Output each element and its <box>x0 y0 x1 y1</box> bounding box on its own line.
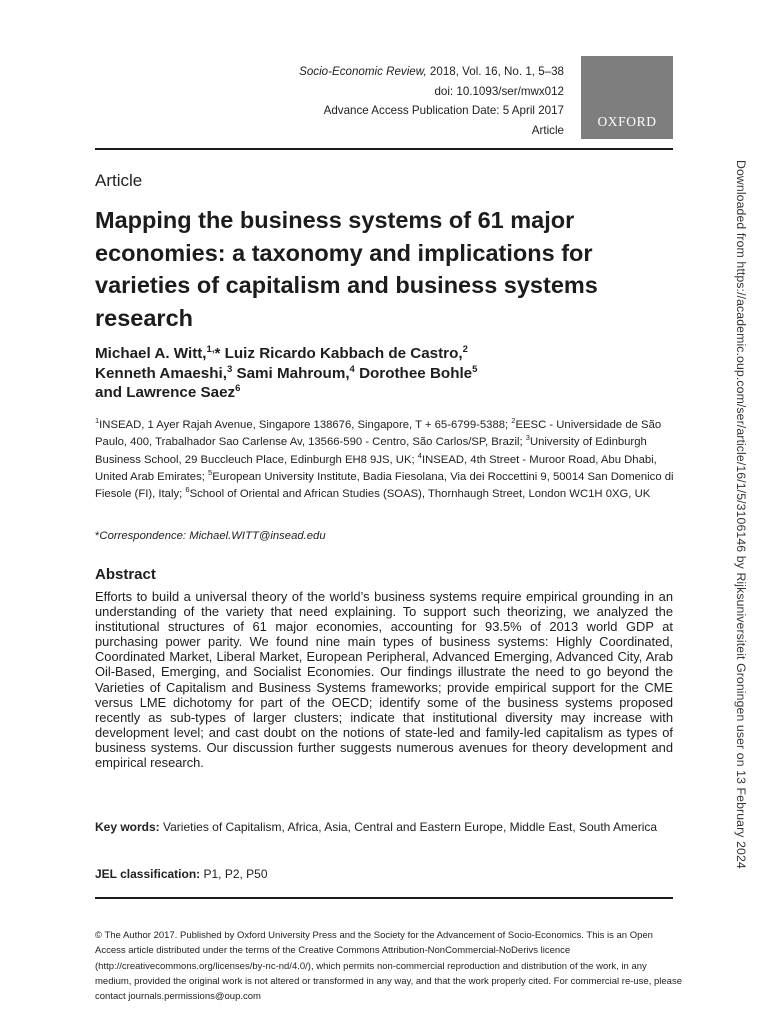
author-castro: Luiz Ricardo Kabbach de Castro, <box>224 345 463 362</box>
author-line-3 <box>95 383 675 403</box>
author-line-2 <box>95 364 675 384</box>
author-amaeshi: Kenneth Amaeshi, <box>95 364 227 382</box>
section-label: Article <box>95 171 143 190</box>
corresponding-mark: * <box>214 345 225 362</box>
affiliation-2: EESC - Universidade de São Paulo, 400, Trabalhador Sao Carlense Av, 13566-590 - Centro, São Carlos/SP, Brazil; <box>95 419 662 449</box>
affiliation-3: University of Edinburgh Business School, 29 Buccleuch Place, Edinburgh EH8 9JS, UK; <box>95 436 647 466</box>
journal-name: Socio-Economic Review, <box>299 65 427 78</box>
license-notice: © The Author 2017. Published by Oxford University Press and the Society for the Advancement of Socio-Economics. This is an Open Access article distributed under the terms of the Creative Commons Attribution-NonCommercial-NoDerivs licence (http://creativecommons.org/licenses/by-nc-nd/4.0/), which permits non-commercial reproduction and distribution of the work, in any medium, provided the original work is not altered or transformed in any way, and that the work properly cited. For commercial re-use, please contact journals.permissions@oup.com <box>95 930 682 1003</box>
author-list <box>95 344 675 403</box>
keywords-label: Key words: <box>95 820 160 834</box>
affiliation-number: 2 <box>511 416 516 426</box>
correspondence-email: Correspondence: Michael.WITT@insead.edu <box>99 530 326 542</box>
keywords-list: Varieties of Capitalism, Africa, Asia, Central and Eastern Europe, Middle East, South America <box>159 820 658 834</box>
download-watermark: Downloaded from https://academic.oup.com/ser/article/16/1/5/3106146 by Rijksuniversiteit Groningen user on 13 February 2024 <box>734 160 748 869</box>
doi-text: doi: 10.1093/ser/mwx012 <box>434 84 564 98</box>
abstract-body: Efforts to build a universal theory of the world’s business systems require empirical grounding in an understanding of the variety that need explaining. To support such theorizing, we analyzed the institutional structures of 61 major economies, accounting for 93.5% of 2013 world GDP at purchasing power parity. We found nine main types of business systems: Highly Coordinated, Coordinated Market, Liberal Market, European Peripheral, Advanced Emerging, Advanced City, Arab Oil-Based, Emerging, and Socialist Economies. Our findings illustrate the need to go beyond the Varieties of Capitalism and Business Systems frameworks; provide empirical support for the CME versus LME dichotomy for part of the OECD; identify some of the business systems proposed recently as sub-types of larger clusters; indicate that institutional diversity may increase with development level; and cast doubt on the notions of state-led and family-led capitalism as types of business systems. Our discussion further suggests numerous avenues for theory development and empirical research. <box>95 589 673 771</box>
author-line-1 <box>95 344 675 364</box>
author-witt: Michael A. Witt, <box>95 345 207 362</box>
correspondence-mark: * <box>95 530 100 542</box>
oxford-logo <box>581 56 673 139</box>
correspondence <box>95 528 673 545</box>
top-rule <box>95 148 673 150</box>
affiliation-6: School of Oriental and African Studies (SOAS), Thornhaugh Street, London WC1H 0XG, UK <box>189 488 651 501</box>
article-type: Article <box>531 123 564 137</box>
author-sup: 1, <box>206 343 215 355</box>
author-bohle: Dorothee Bohle <box>354 364 473 382</box>
affiliation-number: 3 <box>525 433 530 443</box>
affiliation-1: INSEAD, 1 Ayer Rajah Avenue, Singapore 138676, Singapore, T + 65-6799-5388; <box>99 419 509 431</box>
affiliation-number: 5 <box>208 468 213 478</box>
author-sup: 3 <box>226 363 233 375</box>
jel-codes: P1, P2, P50 <box>200 867 268 881</box>
affiliation-5: European University Institute, Badia Fiesolana, Via dei Roccettini 9, 50014 San Domenico di Fiesole (FI), Italy; <box>95 470 674 501</box>
author-sup: 6 <box>235 382 241 394</box>
citation-details: 2018, Vol. 16, No. 1, 5–38 <box>426 65 564 78</box>
author-sup: 5 <box>472 363 478 375</box>
affiliations <box>95 417 685 503</box>
article-title: Mapping the business systems of 61 major economies: a taxonomy and implications for varieties of capitalism and business systems research <box>95 207 598 331</box>
author-sup: 4 <box>349 363 355 375</box>
author-saez: and Lawrence Saez <box>95 384 236 401</box>
jel-classification <box>95 865 673 884</box>
affiliation-number: 1 <box>95 416 100 426</box>
jel-label: JEL classification: <box>95 867 201 881</box>
bottom-rule <box>95 897 673 899</box>
access-date: Advance Access Publication Date: 5 April 2017 <box>323 104 564 118</box>
author-mahroum: Sami Mahroum, <box>232 364 350 382</box>
author-sup: 2 <box>462 343 468 355</box>
affiliation-4: INSEAD, 4th Street - Muroor Road, Abu Dhabi, United Arab Emirates; <box>95 453 657 483</box>
affiliation-number: 4 <box>417 450 422 460</box>
affiliation-number: 6 <box>185 485 190 495</box>
header-metadata <box>144 62 564 140</box>
oxford-logo-text: OXFORD <box>597 114 657 129</box>
abstract-heading: Abstract <box>95 566 156 583</box>
journal-citation <box>144 62 564 82</box>
keywords <box>95 818 673 838</box>
